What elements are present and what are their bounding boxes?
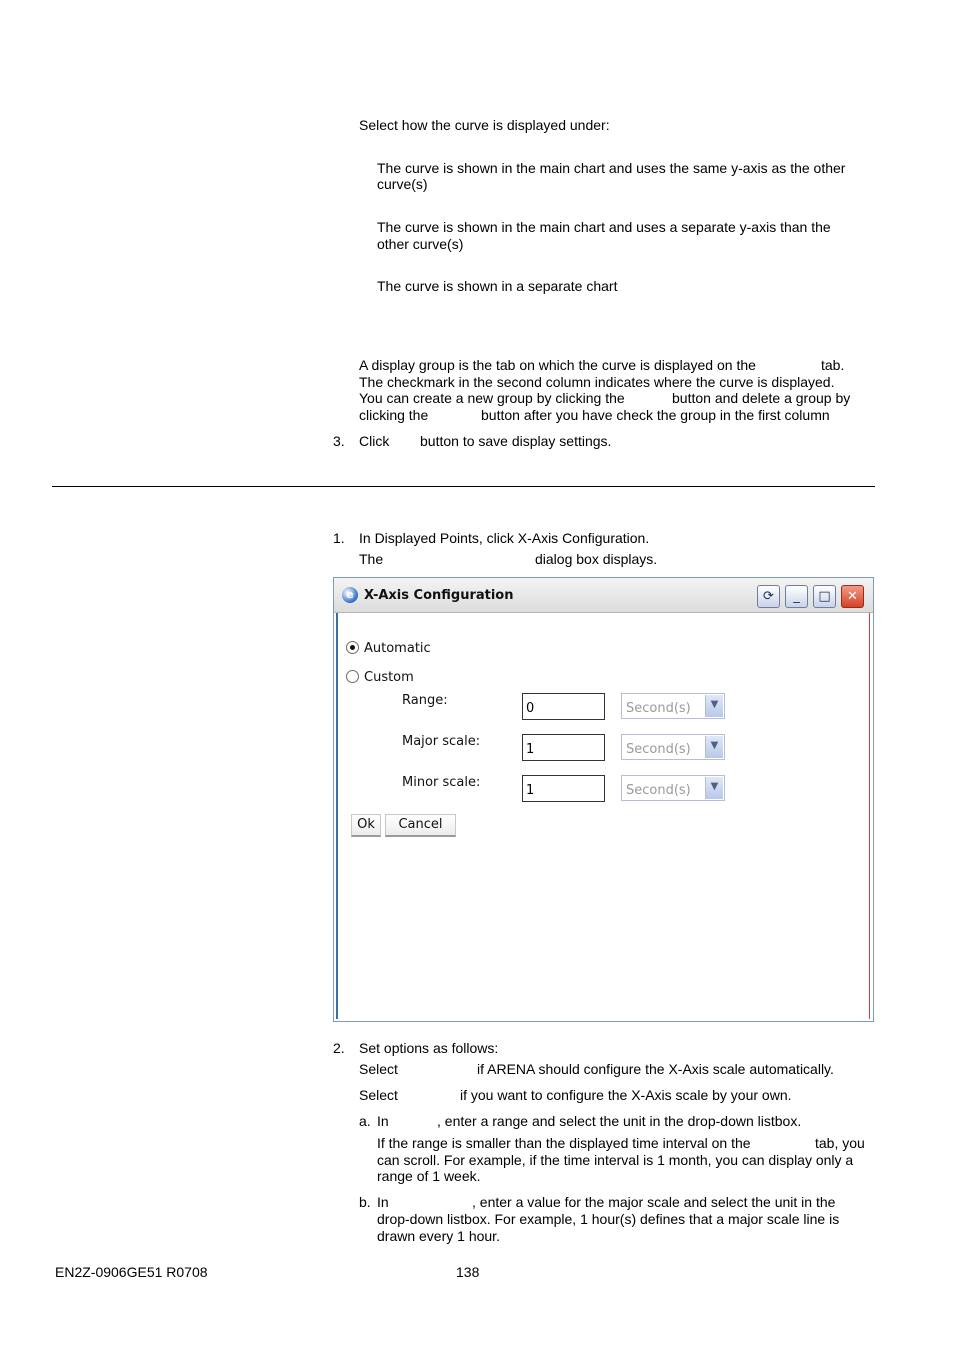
substep-a-text: , enter a range and select the unit in the drop-down listbox. — [437, 1113, 802, 1129]
ok-button[interactable]: Ok — [351, 814, 381, 837]
display-group-line2: The checkmark in the second column indicates where the curve is displayed. — [359, 374, 835, 390]
display-group-line1: A display group is the tab on which the curve is displayed on the — [359, 357, 756, 373]
step-3-text-end: button to save display settings. — [420, 433, 612, 449]
automatic-label: Automatic — [364, 641, 431, 656]
step-3-number: 3. — [333, 433, 345, 449]
substep-b-in: In — [377, 1194, 389, 1210]
select-automatic-end: if ARENA should configure the X-Axis scale automatically. — [477, 1061, 834, 1077]
step-2-text: Set options as follows: — [359, 1040, 499, 1056]
dialog-title-bar — [334, 578, 873, 613]
major-scale-unit-select[interactable] — [621, 734, 725, 760]
display-group-line1-end: tab. — [821, 357, 845, 373]
step-2-number: 2. — [333, 1040, 345, 1056]
substep-a-note-line3: range of 1 week. — [377, 1168, 481, 1184]
substep-a-note-line1-end: tab, you — [815, 1135, 865, 1151]
select-automatic-start: Select — [359, 1061, 398, 1077]
major-scale-label: Major scale: — [402, 734, 481, 749]
chevron-down-icon[interactable]: ▼ — [705, 695, 723, 717]
intro-text: Select how the curve is displayed under: — [359, 117, 610, 133]
select-custom-start: Select — [359, 1087, 398, 1103]
dialog-body — [336, 613, 870, 1019]
select-custom-end: if you want to configure the X-Axis scale by your own. — [460, 1087, 792, 1103]
custom-label: Custom — [364, 670, 414, 685]
option-separate-chart: The curve is shown in a separate chart — [377, 278, 618, 294]
cancel-button[interactable]: Cancel — [385, 814, 456, 837]
footer-page-number: 138 — [456, 1264, 480, 1280]
substep-a-in: In — [377, 1113, 389, 1129]
app-icon: e — [342, 587, 358, 603]
footer-document-id: EN2Z-0906GE51 R0708 — [55, 1264, 208, 1280]
option-separate-axis-line2: other curve(s) — [377, 236, 464, 252]
range-input[interactable]: 0 — [522, 693, 605, 720]
display-group-line4-end: button after you have check the group in the first column — [481, 407, 830, 423]
minor-scale-unit-select[interactable] — [621, 775, 725, 801]
minor-scale-label: Minor scale: — [402, 775, 481, 790]
chevron-down-icon[interactable]: ▼ — [705, 736, 723, 758]
substep-b-text: , enter a value for the major scale and select the unit in the — [472, 1194, 836, 1210]
step-1-text: In Displayed Points, click X-Axis Configuration. — [359, 530, 650, 546]
option-same-axis-line2: curve(s) — [377, 176, 428, 192]
section-divider — [52, 486, 875, 487]
substep-a-label: a. — [359, 1113, 371, 1129]
substep-a-note-line2: can scroll. For example, if the time interval is 1 month, you can display only a — [377, 1152, 854, 1168]
chevron-down-icon[interactable]: ▼ — [705, 777, 723, 799]
refresh-icon[interactable]: ⟳ — [757, 585, 780, 608]
automatic-radio[interactable] — [346, 641, 359, 654]
display-group-line3: You can create a new group by clicking the — [359, 390, 625, 406]
close-icon[interactable]: ✕ — [841, 585, 864, 608]
x-axis-configuration-dialog — [333, 577, 874, 1022]
substep-a-note-line1: If the range is smaller than the displayed time interval on the — [377, 1135, 751, 1151]
option-separate-axis-line1: The curve is shown in the main chart and uses a separate y-axis than the — [377, 219, 831, 235]
substep-b-line2: drop-down listbox. For example, 1 hour(s) defines that a major scale line is — [377, 1211, 840, 1227]
range-unit-value: Second(s) — [626, 701, 691, 716]
minor-scale-input[interactable]: 1 — [522, 775, 605, 802]
step-1-the: The — [359, 551, 384, 567]
major-scale-unit-value: Second(s) — [626, 742, 691, 757]
major-scale-input[interactable]: 1 — [522, 734, 605, 761]
display-group-line3-end: button and delete a group by — [672, 390, 851, 406]
custom-radio[interactable] — [346, 670, 359, 683]
dialog-title: X-Axis Configuration — [364, 588, 514, 603]
option-same-axis-line1: The curve is shown in the main chart and uses the same y-axis as the other — [377, 160, 846, 176]
substep-b-label: b. — [359, 1194, 371, 1210]
maximize-icon[interactable]: □ — [813, 585, 836, 608]
display-group-line4: clicking the — [359, 407, 429, 423]
range-unit-select[interactable] — [621, 693, 725, 719]
step-3-text-start: Click — [359, 433, 390, 449]
minimize-icon[interactable]: _ — [785, 585, 808, 608]
step-1-displays: dialog box displays. — [535, 551, 658, 567]
minor-scale-unit-value: Second(s) — [626, 783, 691, 798]
range-label: Range: — [402, 693, 448, 708]
step-1-number: 1. — [333, 530, 345, 546]
substep-b-line3: drawn every 1 hour. — [377, 1228, 500, 1244]
